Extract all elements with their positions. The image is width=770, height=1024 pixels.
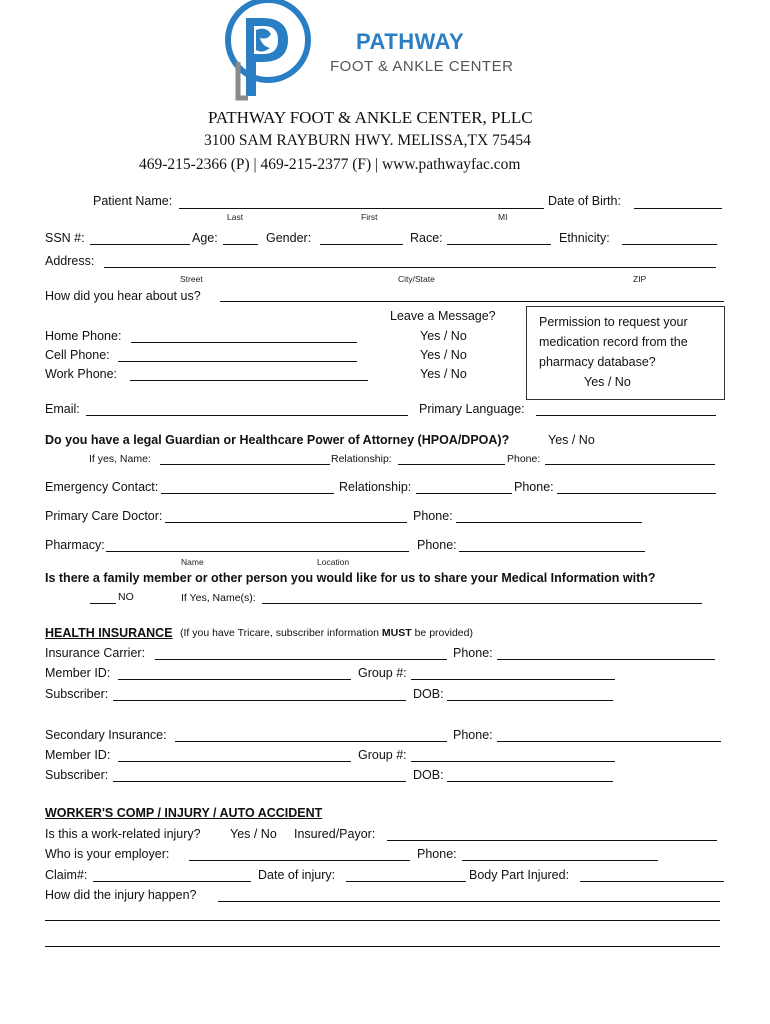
emergency-relationship-field[interactable]: [416, 493, 512, 494]
leave-message-label: Leave a Message?: [390, 309, 496, 323]
emergency-relationship-label: Relationship:: [339, 480, 412, 494]
emergency-phone-field[interactable]: [557, 493, 716, 494]
carrier-phone-field[interactable]: [497, 659, 715, 660]
language-label: Primary Language:: [419, 402, 525, 416]
ssn-field[interactable]: [90, 244, 190, 245]
member-field[interactable]: [118, 679, 351, 680]
guardian-name-field[interactable]: [160, 464, 330, 465]
guardian-phone-field[interactable]: [545, 464, 715, 465]
carrier-field[interactable]: [155, 659, 447, 660]
pcp-phone-label: Phone:: [413, 509, 453, 523]
hear-field[interactable]: [220, 301, 724, 302]
secondary-phone-label: Phone:: [453, 728, 493, 742]
group-field[interactable]: [411, 679, 615, 680]
guardian-relationship-field[interactable]: [398, 464, 505, 465]
sub-mi: MI: [498, 212, 508, 222]
pcp-field[interactable]: [165, 522, 407, 523]
sub-last: Last: [227, 212, 244, 222]
secondary-label: Secondary Insurance:: [45, 728, 167, 742]
guardian-phone-label: Phone:: [507, 453, 541, 465]
body-part-field[interactable]: [580, 881, 724, 882]
subscriber-field[interactable]: [113, 700, 406, 701]
pharmacy-phone-label: Phone:: [417, 538, 457, 552]
insurance-note-must: MUST: [381, 627, 412, 639]
carrier-label: Insurance Carrier:: [45, 646, 146, 660]
company-contact: 469-215-2366 (P) | 469-215-2377 (F) | www.pathwayfac.com: [139, 156, 521, 173]
secondary-field[interactable]: [175, 741, 447, 742]
secondary-member-field[interactable]: [118, 761, 351, 762]
how-field-2[interactable]: [45, 920, 720, 921]
sub-name: Name: [181, 557, 204, 567]
permission-text-1: Permission to request your: [539, 315, 688, 329]
sub-first: First: [361, 212, 378, 222]
injury-heading: WORKER'S COMP / INJURY / AUTO ACCIDENT: [45, 806, 323, 820]
how-field[interactable]: [218, 901, 720, 902]
logo: [216, 0, 316, 102]
secondary-member-label: Member ID:: [45, 748, 111, 762]
how-label: How did the injury happen?: [45, 888, 197, 902]
secondary-phone-field[interactable]: [497, 741, 721, 742]
secondary-group-label: Group #:: [358, 748, 407, 762]
pharmacy-phone-field[interactable]: [459, 551, 645, 552]
work-related-yes-no[interactable]: Yes / No: [230, 827, 277, 841]
home-message-yes-no[interactable]: Yes / No: [420, 329, 467, 343]
sub-city: City/State: [398, 274, 435, 284]
address-field[interactable]: [104, 267, 716, 268]
gender-field[interactable]: [320, 244, 403, 245]
guardian-question: Do you have a legal Guardian or Healthcare Power of Attorney (HPOA/DPOA)?: [45, 433, 510, 447]
dob-label: Date of Birth:: [548, 194, 621, 208]
claim-label: Claim#:: [45, 868, 88, 882]
race-field[interactable]: [447, 244, 551, 245]
emergency-phone-label: Phone:: [514, 480, 554, 494]
insured-label: Insured/Payor:: [294, 827, 376, 841]
pcp-phone-field[interactable]: [456, 522, 642, 523]
address-label: Address:: [45, 254, 95, 268]
pharmacy-field[interactable]: [106, 551, 409, 552]
subscriber-label: Subscriber:: [45, 687, 109, 701]
sub-zip: ZIP: [633, 274, 647, 284]
ethnicity-field[interactable]: [622, 244, 717, 245]
ssn-label: SSN #:: [45, 231, 85, 245]
secondary-group-field[interactable]: [411, 761, 615, 762]
share-no-field[interactable]: [90, 603, 116, 604]
share-no-label: NO: [118, 591, 134, 603]
home-phone-label: Home Phone:: [45, 329, 122, 343]
subscriber-dob-label: DOB:: [413, 687, 444, 701]
share-question: Is there a family member or other person you would like for us to share your Medical Information with?: [45, 571, 656, 585]
body-part-label: Body Part Injured:: [469, 868, 570, 882]
cell-phone-field[interactable]: [118, 361, 357, 362]
permission-text-3: pharmacy database?: [539, 355, 656, 369]
secondary-subscriber-label: Subscriber:: [45, 768, 109, 782]
employer-label: Who is your employer:: [45, 847, 170, 861]
claim-field[interactable]: [93, 881, 251, 882]
insurance-heading: HEALTH INSURANCE: [45, 626, 173, 640]
ethnicity-label: Ethnicity:: [559, 231, 610, 245]
permission-text-2: medication record from the: [539, 335, 688, 349]
guardian-name-label: If yes, Name:: [89, 453, 151, 465]
sub-location: Location: [317, 557, 350, 567]
secondary-subscriber-field[interactable]: [113, 781, 406, 782]
how-field-3[interactable]: [45, 946, 720, 947]
dob-field[interactable]: [634, 208, 722, 209]
emergency-field[interactable]: [161, 493, 334, 494]
age-field[interactable]: [223, 244, 258, 245]
patient-name-label: Patient Name:: [93, 194, 173, 208]
insurance-note-pre: (If you have Tricare, subscriber information: [180, 627, 379, 639]
permission-yes-no[interactable]: Yes / No: [584, 375, 631, 389]
carrier-phone-label: Phone:: [453, 646, 493, 660]
hear-label: How did you hear about us?: [45, 289, 201, 303]
logo-icon: [216, 0, 316, 102]
age-label: Age:: [192, 231, 218, 245]
injury-date-label: Date of injury:: [258, 868, 336, 882]
insured-field[interactable]: [387, 840, 717, 841]
guardian-yes-no[interactable]: Yes / No: [548, 433, 595, 447]
insurance-note-post: be provided): [414, 627, 473, 639]
secondary-dob-field[interactable]: [447, 781, 613, 782]
pharmacy-label: Pharmacy:: [45, 538, 105, 552]
logo-subtitle: FOOT & ANKLE CENTER: [330, 58, 514, 75]
email-field[interactable]: [86, 415, 408, 416]
logo-name: PATHWAY: [356, 29, 465, 54]
injury-date-field[interactable]: [346, 881, 466, 882]
work-phone-field[interactable]: [130, 380, 368, 381]
company-address: 3100 SAM RAYBURN HWY. MELISSA,TX 75454: [204, 132, 531, 149]
subscriber-dob-field[interactable]: [447, 700, 613, 701]
work-related-label: Is this a work-related injury?: [45, 827, 201, 841]
share-names-label: If Yes, Name(s):: [181, 592, 256, 604]
cell-message-yes-no[interactable]: Yes / No: [420, 348, 467, 362]
sub-street: Street: [180, 274, 203, 284]
emergency-label: Emergency Contact:: [45, 480, 159, 494]
pcp-label: Primary Care Doctor:: [45, 509, 163, 523]
work-message-yes-no[interactable]: Yes / No: [420, 367, 467, 381]
group-label: Group #:: [358, 666, 407, 680]
secondary-dob-label: DOB:: [413, 768, 444, 782]
member-label: Member ID:: [45, 666, 111, 680]
gender-label: Gender:: [266, 231, 312, 245]
patient-name-field[interactable]: [179, 208, 544, 209]
race-label: Race:: [410, 231, 443, 245]
language-field[interactable]: [536, 415, 716, 416]
employer-phone-field[interactable]: [462, 860, 658, 861]
home-phone-field[interactable]: [131, 342, 357, 343]
work-phone-label: Work Phone:: [45, 367, 118, 381]
employer-phone-label: Phone:: [417, 847, 457, 861]
employer-field[interactable]: [189, 860, 410, 861]
company-name: PATHWAY FOOT & ANKLE CENTER, PLLC: [208, 108, 533, 127]
insurance-note: [180, 627, 473, 640]
cell-phone-label: Cell Phone:: [45, 348, 110, 362]
guardian-relationship-label: Relationship:: [331, 453, 392, 465]
share-names-field[interactable]: [262, 603, 702, 604]
email-label: Email:: [45, 402, 80, 416]
